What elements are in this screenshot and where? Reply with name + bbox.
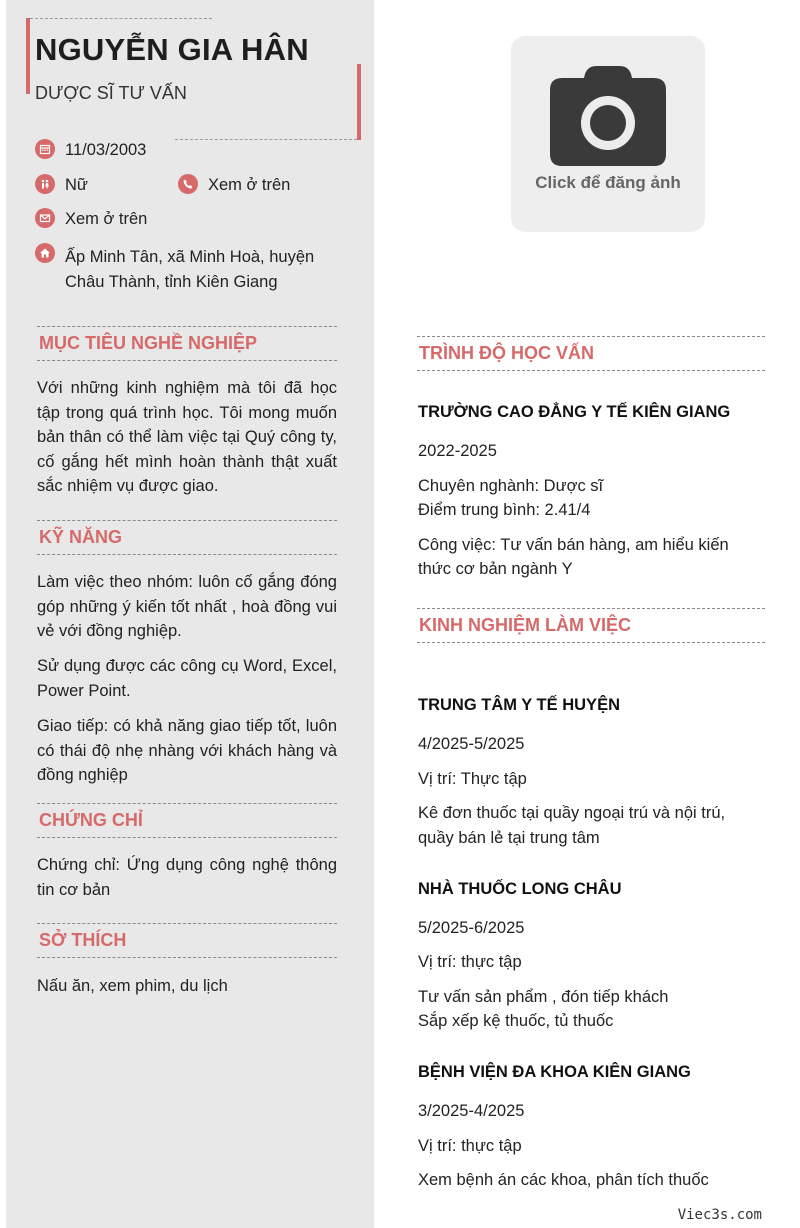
address-line-2: Châu Thành, tỉnh Kiên Giang (65, 273, 278, 291)
phone-value[interactable]: Xem ở trên (208, 176, 291, 194)
birthday-value[interactable]: 11/03/2003 (65, 141, 147, 159)
skills-heading: KỸ NĂNG (37, 520, 337, 555)
header-divider-top (30, 18, 212, 19)
job-period[interactable]: 4/2025-5/2025 (418, 735, 525, 753)
candidate-name[interactable]: NGUYỄN GIA HÂN (35, 32, 309, 67)
watermark: Viec3s.com (677, 1207, 762, 1223)
gender-icon (35, 174, 55, 194)
email-icon (35, 208, 55, 228)
email-value[interactable]: Xem ở trên (65, 210, 148, 228)
job-description-line[interactable]: Sắp xếp kệ thuốc, tủ thuốc (418, 1012, 614, 1030)
experience-heading: KINH NGHIỆM LÀM VIỆC (417, 608, 765, 643)
header-divider-bottom (175, 139, 357, 140)
education-gpa[interactable]: Điểm trung bình: 2.41/4 (418, 501, 591, 519)
job-description-line[interactable]: Tư vấn sản phẩm , đón tiếp khách (418, 988, 669, 1006)
job-position[interactable]: Vị trí: thực tập (418, 1137, 522, 1155)
photo-upload-label[interactable]: Click để đăng ảnh (535, 173, 681, 192)
education-major[interactable]: Chuyên nghành: Dược sĩ (418, 477, 604, 495)
job-company[interactable]: NHÀ THUỐC LONG CHÂU (418, 880, 622, 898)
education-school[interactable]: TRƯỜNG CAO ĐẲNG Y TẾ KIÊN GIANG (418, 403, 731, 421)
education-heading: TRÌNH ĐỘ HỌC VẤN (417, 336, 765, 371)
skill-item[interactable]: Sử dụng được các công cụ Word, Excel, Power Point. (37, 657, 337, 700)
job-position[interactable]: Vị trí: thực tập (418, 953, 522, 971)
skill-item[interactable]: Làm việc theo nhóm: luôn cố gắng đóng góp những ý kiến tốt nhất , hoà đồng vui vẻ với đồng nghiệp. (37, 573, 337, 640)
objective-heading: MỤC TIÊU NGHỀ NGHIỆP (37, 326, 337, 361)
job-company[interactable]: TRUNG TÂM Y TẾ HUYỆN (418, 696, 620, 714)
education-work[interactable]: Công việc: Tư vấn bán hàng, am hiểu kiến thức cơ bản ngành Y (418, 536, 729, 578)
header-accent-bar-left (26, 18, 30, 94)
objective-text[interactable]: Với những kinh nghiệm mà tôi đã học tập trong quá trình học. Tôi mong muốn bản thân có thể làm việc tại Quý công ty, cố gắng hết mình hoàn thành thật xuất sắc nhiệm vụ được giao. (37, 379, 337, 495)
hobbies-heading: SỞ THÍCH (37, 923, 337, 958)
header-accent-bar-right (357, 64, 361, 140)
education-period[interactable]: 2022-2025 (418, 442, 497, 460)
home-icon (35, 243, 55, 263)
job-description-line[interactable]: Kê đơn thuốc tại quầy ngoại trú và nội trú, (418, 804, 726, 822)
job-title[interactable]: DƯỢC SĨ TƯ VẤN (35, 83, 187, 103)
job-description-line[interactable]: Xem bệnh án các khoa, phân tích thuốc (418, 1171, 709, 1189)
phone-icon (178, 174, 198, 194)
certificates-heading: CHỨNG CHỈ (37, 803, 337, 838)
address-block[interactable] (65, 245, 314, 295)
job-position[interactable]: Vị trí: Thực tập (418, 770, 527, 788)
hobbies-text[interactable]: Nấu ăn, xem phim, du lịch (37, 977, 228, 995)
address-line-1: Ấp Minh Tân, xã Minh Hoà, huyện (65, 248, 315, 266)
job-company[interactable]: BỆNH VIỆN ĐA KHOA KIÊN GIANG (418, 1063, 691, 1081)
job-period[interactable]: 3/2025-4/2025 (418, 1102, 525, 1120)
gender-value[interactable]: Nữ (65, 176, 88, 194)
job-period[interactable]: 5/2025-6/2025 (418, 919, 525, 937)
skill-item[interactable]: Giao tiếp: có khả năng giao tiếp tốt, luôn có thái độ nhẹ nhàng với khách hàng và đồng nghiệp (37, 717, 337, 784)
camera-icon[interactable] (550, 66, 666, 166)
certificates-text[interactable]: Chứng chỉ: Ứng dụng công nghệ thông tin cơ bản (37, 856, 337, 899)
job-description-line[interactable]: quầy bán lẻ tại trung tâm (418, 829, 600, 847)
calendar-icon (35, 139, 55, 159)
